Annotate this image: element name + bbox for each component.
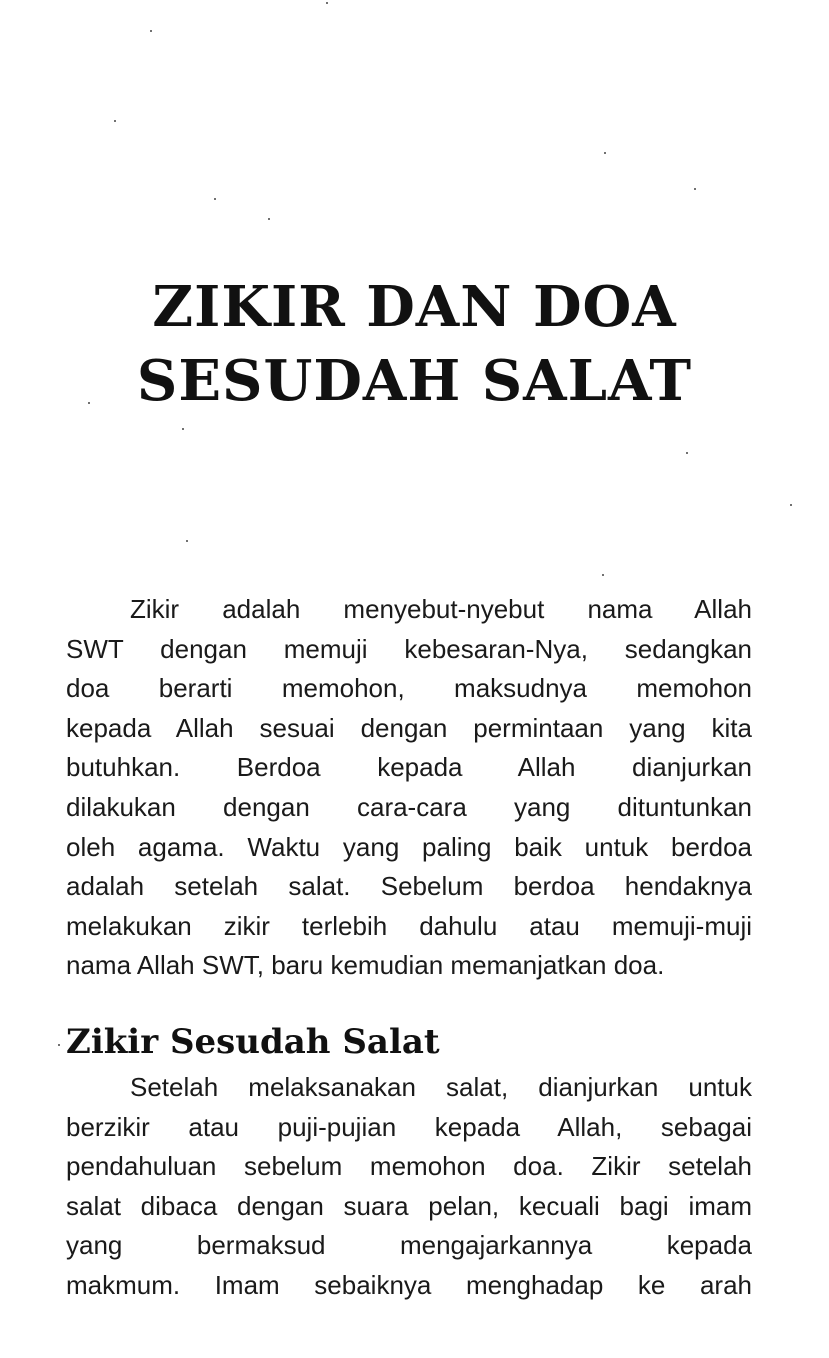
- paragraph-line: adalah setelah salat. Sebelum berdoa hendaknya: [66, 871, 752, 902]
- scan-speck: [58, 1044, 60, 1046]
- section-paragraph: [66, 1068, 752, 1306]
- paragraph-line: pendahuluan sebelum memohon doa. Zikir setelah: [66, 1151, 752, 1182]
- scan-speck: [150, 30, 152, 32]
- scan-speck: [694, 188, 696, 190]
- paragraph-line: Zikir adalah menyebut-nyebut nama Allah: [130, 594, 752, 624]
- paragraph-line: butuhkan. Berdoa kepada Allah dianjurkan: [66, 752, 752, 783]
- paragraph-line: salat dibaca dengan suara pelan, kecuali bagi imam: [66, 1190, 752, 1221]
- scan-speck: [602, 574, 604, 576]
- scan-speck: [114, 120, 116, 122]
- paragraph-line: SWT dengan memuji kebesaran-Nya, sedangkan: [66, 633, 752, 664]
- title-line-1: ZIKIR DAN DOA: [152, 274, 677, 340]
- paragraph-line: melakukan zikir terlebih dahulu atau memuji-muji: [66, 910, 752, 941]
- intro-paragraph: [66, 590, 752, 986]
- paragraph-line: oleh agama. Waktu yang paling baik untuk berdoa: [66, 831, 752, 862]
- paragraph-line: nama Allah SWT, baru kemudian memanjatkan doa.: [66, 950, 665, 981]
- scan-speck: [182, 428, 184, 430]
- paragraph-line: yang bermaksud mengajarkannya kepada: [66, 1230, 752, 1261]
- paragraph-line: dilakukan dengan cara-cara yang dituntunkan: [66, 791, 752, 822]
- scan-speck: [326, 2, 328, 4]
- scan-speck: [214, 198, 216, 200]
- scan-speck: [790, 504, 792, 506]
- page-title: [0, 270, 829, 418]
- scan-speck: [268, 218, 270, 220]
- scan-speck: [186, 540, 188, 542]
- section-heading: Zikir Sesudah Salat: [66, 1022, 440, 1062]
- paragraph-line: berzikir atau puji-pujian kepada Allah, sebagai: [66, 1111, 752, 1142]
- paragraph-line: Setelah melaksanakan salat, dianjurkan untuk: [130, 1072, 752, 1102]
- paragraph-line: kepada Allah sesuai dengan permintaan yang kita: [66, 712, 752, 743]
- title-line-2: SESUDAH SALAT: [136, 348, 693, 414]
- paragraph-line: doa berarti memohon, maksudnya memohon: [66, 673, 752, 704]
- paragraph-line: makmum. Imam sebaiknya menghadap ke arah: [66, 1269, 752, 1300]
- scan-speck: [604, 152, 606, 154]
- scan-speck: [686, 452, 688, 454]
